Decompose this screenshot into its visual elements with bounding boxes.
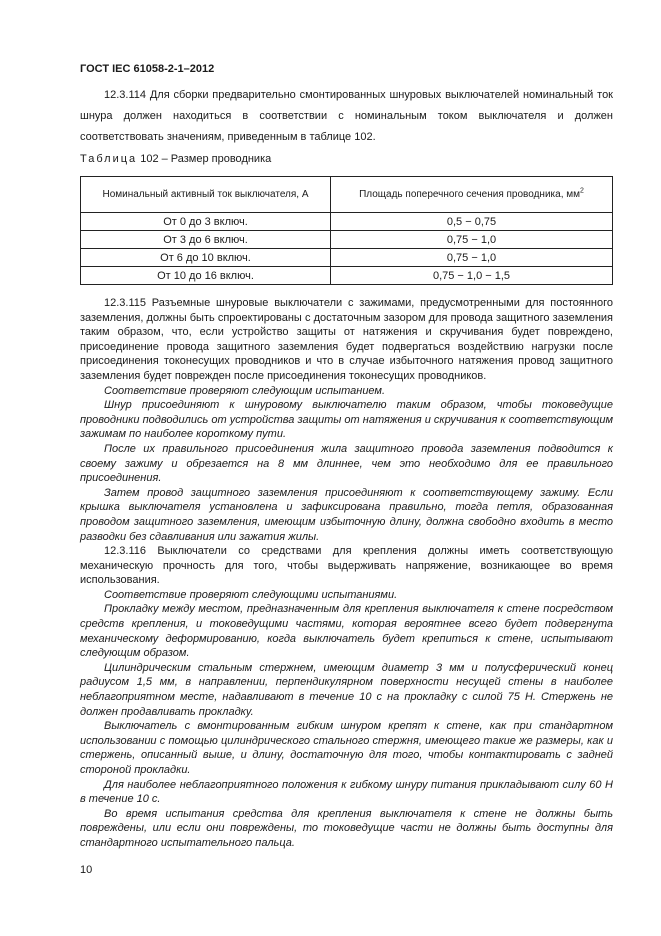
- paragraph-italic: Соответствие проверяют следующим испытанием.: [104, 384, 386, 397]
- header-area: Площадь поперечного сечения проводника, $мм^2$: [331, 177, 613, 213]
- cell-area: 0,75 − 1,0: [331, 249, 613, 267]
- conductor-size-table: [80, 176, 613, 285]
- paragraph-italic: Цилиндрическим стальным стержнем, имеющим диаметр 3 мм и полусферический конец радиусом 1,5 мм, в направлении, перпендикулярном поверхности несущей стены в наиболее неблагоприятном месте, надавливают в течение 10 с на прокладку с силой 75 Н. Стержень не должен продавливать прокладку.: [80, 661, 613, 718]
- table-row: [81, 249, 613, 267]
- paragraph-italic: После их правильного присоединения жила защитного провода заземления подводится к своему зажиму и обрезается на 8 мм длиннее, чем это необходимо для ее правильного присоединения.: [80, 442, 613, 485]
- cell-area: 0,5 − 0,75: [331, 213, 613, 231]
- table-row: [81, 231, 613, 249]
- paragraph-italic: Соответствие проверяют следующими испытаниями.: [104, 588, 398, 601]
- paragraph-12-3-116: 12.3.116 Выключатели со средствами для крепления должны иметь соответствующую механическую прочность для того, чтобы выдерживать напряжение, возникающее во время использования.: [80, 545, 613, 587]
- unit-superscript: 2: [580, 187, 584, 195]
- page-number: 10: [80, 864, 93, 876]
- paragraph-12-3-115: 12.3.115 Разъемные шнуровые выключатели с зажимами, предусмотренными для постоянного заземления, должны быть спроектированы с достаточным зазором для провода защитного заземления таким образом, что, если устройство защиты от натяжения и скручивания будет повреждено, присоединение провода защитного заземления будет подвергаться воздействию нагрузки после присоединения токонесущих проводников и что в случае избыточного натяжения провод защитного заземления будет поврежден после присоединения токонесущих проводников.: [80, 297, 613, 382]
- paragraph-italic: Для наиболее неблагоприятного положения к гибкому шнуру питания прикладывают силу 60 Н в течение 10 с.: [80, 778, 613, 806]
- paragraph-italic: Прокладку между местом, предназначенным для крепления выключателя к стене посредством средств крепления, и токоведущими частями, которая вероятнее всего будет подвергнута механическому деформированию, когда выключатель будет крепиться к стене, испытывают следующим образом.: [80, 603, 613, 660]
- table-caption: [80, 153, 271, 165]
- table-caption-title: 102 – Размер проводника: [140, 153, 272, 165]
- paragraph-text: 12.3.114 Для сборки предварительно смонтированных шнуровых выключателей номинальный ток шнура должен находиться в соответствии с номинальным током выключателя и должен соответствовать значениям, приведенным в таблице 102.: [80, 89, 613, 143]
- paragraph-italic: Шнур присоединяют к шнуровому выключателю таким образом, чтобы токоведущие проводники подводились от устройства защиты от натяжения и скручивания к соответствующим зажимам по наиболее короткому пути.: [80, 399, 613, 441]
- cell-current: От 3 до 6 включ.: [81, 231, 331, 249]
- paragraph-italic: Выключатель с вмонтированным гибким шнуром крепят к стене, как при стандартном использовании с помощью цилиндрического стального стержня, имеющего такие же размеры, как и стержень, описанный выше, и длину, достаточную для того, чтобы контактировать с задней стороной прокладки.: [80, 720, 613, 776]
- cell-current: От 6 до 10 включ.: [81, 249, 331, 267]
- cell-current: От 0 до 3 включ.: [81, 213, 331, 231]
- document-header: ГОСТ IEC 61058-2-1–2012: [80, 63, 215, 75]
- main-text: [80, 296, 613, 851]
- table-caption-word: Таблица: [80, 153, 138, 165]
- table-header-row: [81, 177, 613, 213]
- table-row: [81, 267, 613, 285]
- table-row: [81, 213, 613, 231]
- paragraph-italic: Во время испытания средства для крепления выключателя к стене не должны быть повреждены, или если они повреждены, то токоведущие части не должны быть доступны для стандартного испытательного пальца.: [80, 807, 613, 849]
- cell-area: 0,75 − 1,0: [331, 231, 613, 249]
- cell-area: 0,75 − 1,0 − 1,5: [331, 267, 613, 285]
- paragraph-italic: Затем провод защитного заземления присоединяют к соответствующему зажиму. Если крышка выключателя установлена и зафиксирована правильно, тогда петля, образованная проводом защитного заземления, имеющим избыточную длину, должна свободно входить в место разводки без сдавливания или зажатия жилы.: [80, 486, 613, 543]
- paragraph-12-3-114: [80, 85, 613, 148]
- cell-current: От 10 до 16 включ.: [81, 267, 331, 285]
- header-current: Номинальный активный ток выключателя, А: [81, 177, 331, 213]
